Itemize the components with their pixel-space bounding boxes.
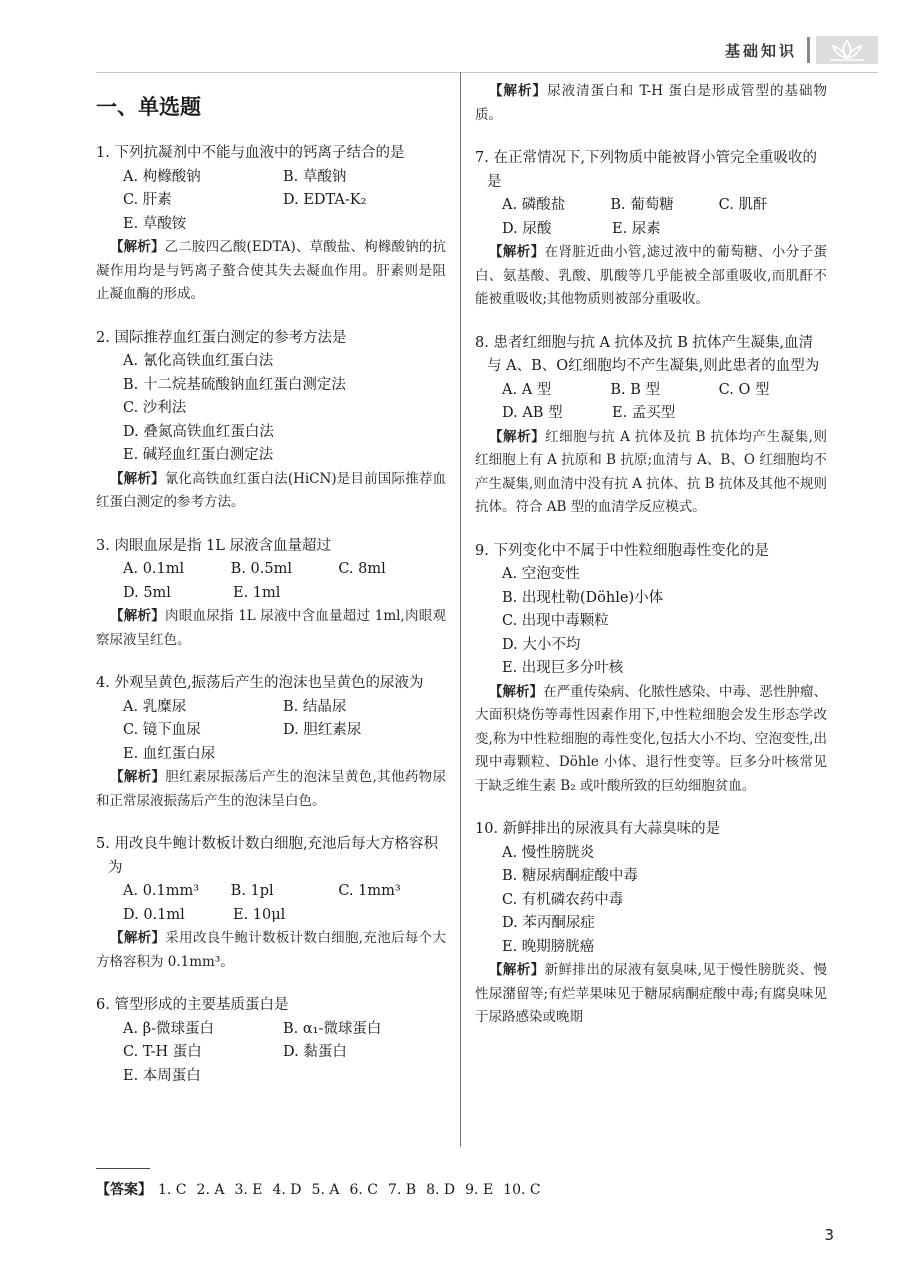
- answer-item: 2. A: [196, 1182, 225, 1198]
- answer-item: 10. C: [503, 1182, 541, 1198]
- option: E. 出现巨多分叶核: [502, 660, 624, 676]
- page-number: 3: [824, 1226, 834, 1244]
- option: D. AB 型: [502, 405, 563, 421]
- explanation-tag: 【解析】: [489, 683, 544, 700]
- option: D. 苯丙酮尿症: [502, 915, 595, 931]
- option-list: [96, 696, 446, 767]
- option: E. 血红蛋白尿: [123, 745, 216, 762]
- option: B. 葡萄糖: [610, 197, 674, 213]
- question-6: [96, 994, 446, 1088]
- answer-key-label: 【答案】: [96, 1182, 152, 1198]
- answer-item: 6. C: [349, 1182, 378, 1198]
- option-list: [475, 563, 827, 681]
- answer-item: 5. A: [311, 1182, 340, 1198]
- option: E. 碱羟血红蛋白测定法: [123, 447, 274, 463]
- option: C. 有机磷农药中毒: [502, 891, 624, 908]
- lotus-logo-icon: [816, 36, 878, 64]
- explanation-text: 新鲜排出的尿液有氨臭味,见于慢性膀胱炎、慢性尿潴留等;有烂苹果味见于糖尿病酮症酸中毒;有腐臭味见于尿路感染或晚期: [475, 962, 828, 1025]
- explanation: [475, 426, 827, 520]
- option: C. 1mm³: [338, 883, 401, 899]
- option: D. 大小不均: [502, 636, 581, 653]
- question-9: [475, 540, 827, 799]
- left-column: [96, 80, 446, 1108]
- explanation-tag: 【解析】: [110, 239, 165, 255]
- header-title: 基础知识: [724, 41, 797, 60]
- option: C. 肝素: [123, 192, 172, 208]
- explanation-tag: 【解析】: [110, 470, 165, 487]
- option: D. 尿酸: [502, 220, 552, 237]
- explanation-text: 肉眼血尿指 1L 尿液中含血量超过 1ml,肉眼观察尿液呈红色。: [96, 608, 446, 648]
- explanation-text: 乙二胺四乙酸(EDTA)、草酸盐、枸橼酸钠的抗凝作用均是与钙离子螯合使其失去凝血作用。肝素则是阻止凝血酶的形成。: [96, 239, 446, 302]
- option-list: [475, 194, 827, 241]
- option: D. 黏蛋白: [283, 1044, 347, 1060]
- option: A. 空泡变性: [502, 566, 580, 582]
- left-question-list: [96, 142, 446, 1088]
- answer-key: [96, 1180, 551, 1200]
- option: B. 出现杜勒(Döhle)小体: [502, 589, 664, 606]
- option: D. 叠氮高铁血红蛋白法: [123, 423, 274, 440]
- option: C. 8ml: [338, 561, 386, 577]
- question-stem: 5. 用改良牛鲍计数板计数白细胞,充池后每大方格容积为: [96, 836, 439, 876]
- option: B. 十二烷基硫酸钠血红蛋白测定法: [123, 376, 346, 393]
- option: C. T-H 蛋白: [123, 1044, 202, 1060]
- section-title: 一、单选题: [96, 95, 201, 119]
- explanation-tag: 【解析】: [489, 428, 546, 445]
- explanation: [475, 241, 827, 312]
- option: B. 结晶尿: [283, 698, 347, 715]
- question-7: [475, 147, 827, 312]
- option-list: [475, 842, 827, 960]
- header-rule: [96, 72, 878, 73]
- explanation: [475, 681, 827, 799]
- answer-item: 9. E: [465, 1182, 494, 1198]
- right-column: [475, 80, 827, 1050]
- explanation-text: 在肾脏近曲小管,滤过液中的葡萄糖、小分子蛋白、氨基酸、乳酸、肌酸等几乎能被全部重吸收,而肌酐不能被重吸收;其他物质则被部分重吸收。: [475, 244, 828, 307]
- question-stem: 10. 新鲜排出的尿液具有大蒜臭味的是: [475, 821, 721, 837]
- option: A. 慢性膀胱炎: [502, 844, 595, 861]
- explanation-text: 氰化高铁血红蛋白法(HiCN)是目前国际推荐血红蛋白测定的参考方法。: [96, 470, 447, 510]
- option: E. 草酸铵: [123, 215, 187, 232]
- option: A. 枸橼酸钠: [123, 168, 201, 185]
- explanation-tag: 【解析】: [489, 962, 545, 978]
- option-list: [96, 166, 446, 237]
- explanation: [96, 927, 446, 974]
- option: D. 5ml: [123, 584, 171, 601]
- explanation-tag: 【解析】: [110, 769, 166, 785]
- option: B. 0.5ml: [230, 561, 292, 577]
- option: C. 出现中毒颗粒: [502, 613, 609, 629]
- answer-item: 8. D: [426, 1182, 456, 1198]
- option: A. A 型: [502, 381, 552, 398]
- option-list: [96, 880, 446, 927]
- option: A. 磷酸盐: [502, 197, 566, 213]
- right-question-list: [475, 147, 827, 1030]
- answer-item: 1. C: [158, 1182, 187, 1198]
- question-2: [96, 327, 446, 515]
- question-stem: 4. 外观呈黄色,振荡后产生的泡沫也呈黄色的尿液为: [96, 675, 424, 691]
- explanation: [96, 236, 446, 307]
- option: D. 0.1ml: [123, 906, 185, 923]
- option-list: [475, 379, 827, 426]
- answer-item: 4. D: [272, 1182, 302, 1198]
- question-4: [96, 672, 446, 813]
- option: E. 本周蛋白: [123, 1067, 201, 1084]
- option: E. 1ml: [233, 584, 281, 601]
- option: A. β-微球蛋白: [123, 1020, 214, 1037]
- option: A. 氰化高铁血红蛋白法: [123, 353, 274, 369]
- option: A. 0.1ml: [123, 561, 185, 577]
- option: D. EDTA-K₂: [283, 192, 367, 208]
- option: B. 1pl: [230, 883, 274, 899]
- option-list: [96, 1018, 446, 1089]
- question-stem: 7. 在正常情况下,下列物质中能被肾小管完全重吸收的是: [475, 150, 818, 190]
- explanation: [96, 766, 446, 813]
- question-5: [96, 833, 446, 974]
- option: B. 糖尿病酮症酸中毒: [502, 868, 638, 884]
- question-1: [96, 142, 446, 307]
- question-stem: 9. 下列变化中不属于中性粒细胞毒性变化的是: [475, 542, 769, 559]
- explanation-text: 红细胞与抗 A 抗体及抗 B 抗体均产生凝集,则红细胞上有 A 抗原和 B 抗原;血清与 A、B、O 红细胞均不产生凝集,则血清中没有抗 A 抗体、抗 B 抗体及其他不规则抗体。符合 AB 型的血清学反应模式。: [475, 428, 827, 515]
- question-8: [475, 332, 827, 520]
- explanation: [96, 605, 446, 652]
- option: C. O 型: [718, 381, 770, 398]
- question-stem: 2. 国际推荐血红蛋白测定的参考方法是: [96, 329, 347, 346]
- question-6-explanation-continued: 【解析】尿液清蛋白和 T-H 蛋白是形成管型的基础物质。: [475, 83, 827, 123]
- question-stem: 8. 患者红细胞与抗 A 抗体及抗 B 抗体产生凝集,血清与 A、B、O红细胞均不产生凝集,则此患者的血型为: [475, 334, 820, 374]
- explanation-tag: 【解析】: [110, 608, 165, 624]
- explanation-text: 胆红素尿振荡后产生的泡沫呈黄色,其他药物尿和正常尿液振荡后产生的泡沫呈白色。: [96, 769, 447, 809]
- option: B. α₁-微球蛋白: [283, 1020, 382, 1037]
- option: E. 尿素: [612, 220, 661, 237]
- question-stem: 6. 管型形成的主要基质蛋白是: [96, 997, 289, 1013]
- explanation-tag: 【解析】: [110, 930, 166, 946]
- question-stem: 3. 肉眼血尿是指 1L 尿液含血量超过: [96, 537, 332, 554]
- column-divider: [460, 72, 461, 1147]
- explanation-tag: 【解析】: [489, 244, 545, 260]
- answer-item: 3. E: [234, 1182, 263, 1198]
- question-3: [96, 535, 446, 653]
- option: D. 胆红素尿: [283, 722, 362, 738]
- option: A. 乳糜尿: [123, 698, 187, 715]
- question-stem: 1. 下列抗凝剂中不能与血液中的钙离子结合的是: [96, 145, 405, 161]
- question-10: [475, 818, 827, 1030]
- option: B. 草酸钠: [283, 168, 347, 185]
- option-list: [96, 350, 446, 468]
- footer-rule: [96, 1168, 150, 1169]
- option-list: [96, 558, 446, 605]
- option: C. 沙利法: [123, 400, 187, 416]
- option: E. 孟买型: [612, 405, 676, 421]
- explanation: [96, 468, 446, 515]
- explanation-text: 采用改良牛鲍计数板计数白细胞,充池后每个大方格容积为 0.1mm³。: [96, 930, 447, 970]
- option: B. B 型: [610, 381, 660, 398]
- running-header: [725, 36, 878, 64]
- option: C. 肌酐: [718, 197, 768, 213]
- explanation: [475, 959, 827, 1030]
- option: E. 10μl: [233, 906, 286, 923]
- answer-item: 7. B: [387, 1182, 417, 1198]
- option: A. 0.1mm³: [123, 883, 200, 899]
- answer-key-items: [158, 1182, 551, 1198]
- option: C. 镜下血尿: [123, 722, 201, 738]
- header-divider-bar: [807, 37, 810, 63]
- option: E. 晚期膀胱癌: [502, 938, 595, 955]
- explanation-text: 在严重传染病、化脓性感染、中毒、恶性肿瘤、大面积烧伤等毒性因素作用下,中性粒细胞会发生形态学改变,称为中性粒细胞的毒性变化,包括大小不均、空泡变性,出现中毒颗粒、Döhle 小体、退行性变等。巨多分叶核常见于缺乏维生素 B₂ 或叶酸所致的巨幼细胞贫血。: [475, 683, 828, 794]
